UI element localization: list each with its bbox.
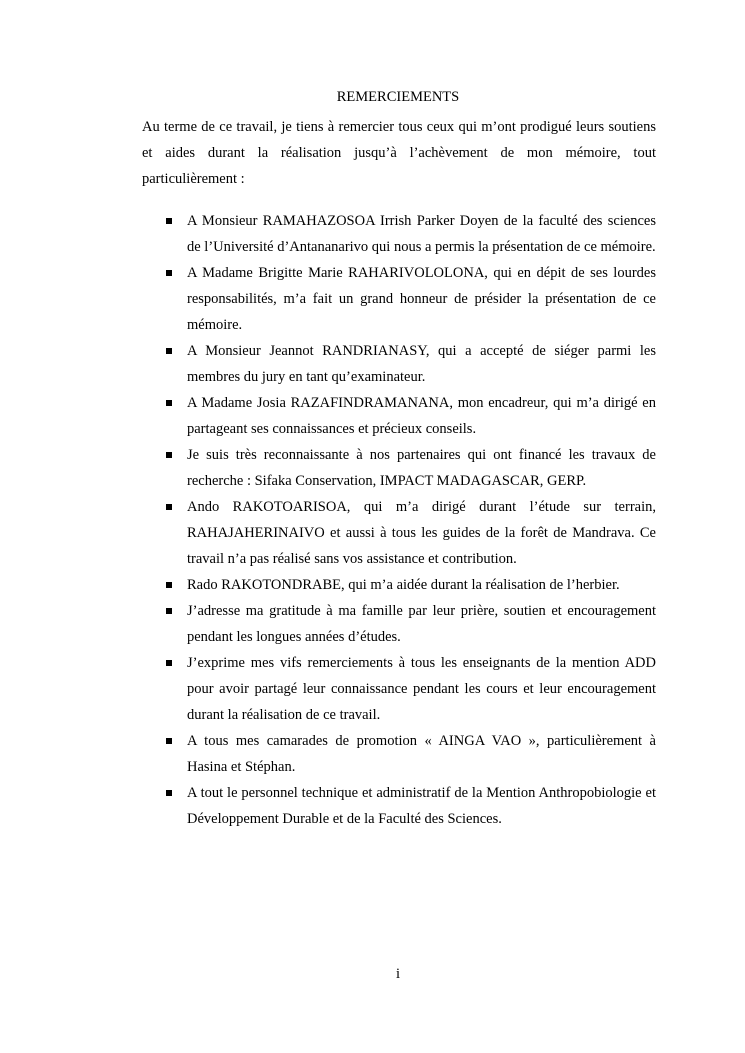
list-item <box>142 390 656 442</box>
list-item <box>142 494 656 572</box>
list-item-text: J’adresse ma gratitude à ma famille par leur prière, soutien et encouragement pendant les longues années d’études. <box>187 603 656 645</box>
square-bullet-icon <box>166 218 172 224</box>
list-item <box>142 780 656 832</box>
square-bullet-icon <box>166 270 172 276</box>
list-item <box>142 728 656 780</box>
list-item <box>142 442 656 494</box>
list-item <box>142 650 656 728</box>
square-bullet-icon <box>166 608 172 614</box>
acknowledgement-list <box>142 208 656 832</box>
square-bullet-icon <box>166 790 172 796</box>
square-bullet-icon <box>166 348 172 354</box>
square-bullet-icon <box>166 738 172 744</box>
square-bullet-icon <box>166 452 172 458</box>
list-item <box>142 572 656 598</box>
list-item <box>142 338 656 390</box>
list-item-text: A tout le personnel technique et administratif de la Mention Anthropobiologie et Développement Durable et de la Faculté des Sciences. <box>187 785 656 827</box>
square-bullet-icon <box>166 660 172 666</box>
square-bullet-icon <box>166 400 172 406</box>
list-item-text: Ando RAKOTOARISOA, qui m’a dirigé durant l’étude sur terrain, RAHAJAHERINAIVO et aussi à tous les guides de la forêt de Mandrava. Ce travail n’a pas réalisé sans vos assistance et contribution. <box>187 499 656 567</box>
list-item-text: A Monsieur RAMAHAZOSOA Irrish Parker Doyen de la faculté des sciences de l’Université d’Antananarivo qui nous a permis la présentation de ce mémoire. <box>187 213 656 255</box>
page-number: i <box>395 966 401 982</box>
list-item-text: A tous mes camarades de promotion « AINGA VAO », particulièrement à Hasina et Stéphan. <box>187 733 656 775</box>
list-item <box>142 598 656 650</box>
list-item-text: A Madame Josia RAZAFINDRAMANANA, mon encadreur, qui m’a dirigé en partageant ses connaissances et précieux conseils. <box>187 395 656 437</box>
square-bullet-icon <box>166 504 172 510</box>
list-item-text: Je suis très reconnaissante à nos partenaires qui ont financé les travaux de recherche : Sifaka Conservation, IMPACT MADAGASCAR, GERP. <box>187 447 656 489</box>
square-bullet-icon <box>166 582 172 588</box>
list-item-text: A Madame Brigitte Marie RAHARIVOLOLONA, qui en dépit de ses lourdes responsabilités, m’a fait un grand honneur de présider la présentation de ce mémoire. <box>187 265 656 333</box>
list-item-text: J’exprime mes vifs remerciements à tous les enseignants de la mention ADD pour avoir partagé leur connaissance pendant les cours et leur encouragement durant la réalisation de ce travail. <box>187 655 656 723</box>
intro-paragraph: Au terme de ce travail, je tiens à remercier tous ceux qui m’ont prodigué leurs soutiens et aides durant la réalisation jusqu’à l’achèvement de mon mémoire, tout particulièrement : <box>142 119 656 187</box>
list-item <box>142 208 656 260</box>
list-item <box>142 260 656 338</box>
page-title: REMERCIEMENTS <box>336 89 460 105</box>
list-item-text: Rado RAKOTONDRABE, qui m’a aidée durant la réalisation de l’herbier. <box>187 577 620 593</box>
list-item-text: A Monsieur Jeannot RANDRIANASY, qui a accepté de siéger parmi les membres du jury en tant qu’examinateur. <box>187 343 656 385</box>
